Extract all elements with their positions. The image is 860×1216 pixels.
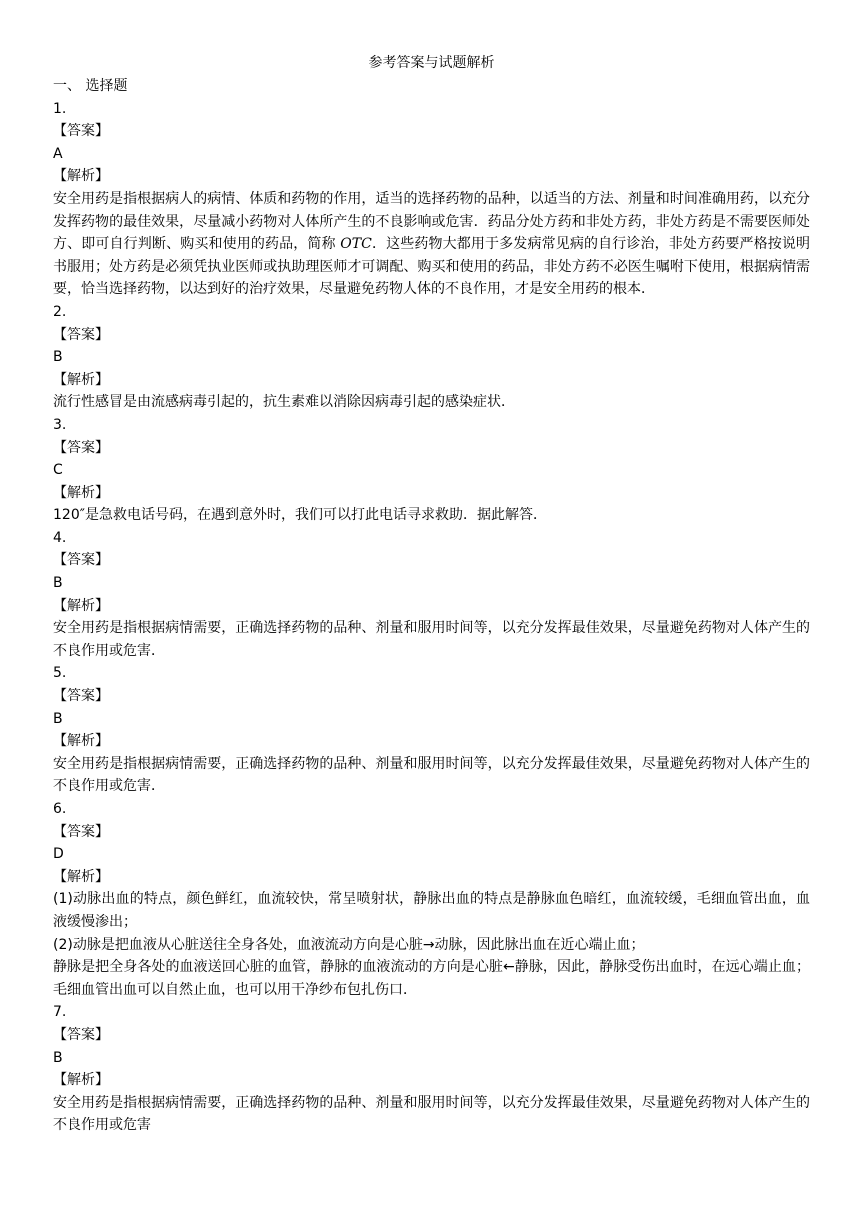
answer-value: B	[53, 710, 63, 727]
answer-label: 【答案】	[53, 823, 109, 840]
question-number: 7.	[53, 1004, 67, 1021]
answer-label: 【答案】	[53, 1026, 109, 1043]
answer-label: 【答案】	[53, 552, 109, 569]
analysis-text: 安全用药是指根据病情需要，正确选择药物的品种、剂量和服用时间等，以充分发挥最佳效果，尽量避免药物对人体产生的不良作用或危害	[53, 1094, 810, 1134]
answer-value: C	[53, 462, 63, 479]
question-item	[53, 1001, 810, 1137]
answer-value: B	[53, 349, 63, 366]
question-item	[53, 662, 810, 798]
question-item	[53, 98, 810, 301]
answer-label: 【答案】	[53, 123, 109, 140]
question-item	[53, 301, 810, 414]
analysis-label: 【解析】	[53, 371, 109, 388]
answer-label: 【答案】	[53, 688, 109, 705]
analysis-label: 【解析】	[53, 597, 109, 614]
analysis-label: 【解析】	[53, 733, 109, 750]
answer-label: 【答案】	[53, 439, 109, 456]
analysis-label: 【解析】	[53, 484, 109, 501]
question-number: 4.	[53, 529, 67, 546]
analysis-label: 【解析】	[53, 1072, 109, 1089]
question-item	[53, 798, 810, 1001]
analysis-text: 流行性感冒是由流感病毒引起的，抗生素难以消除因病毒引起的感染症状．	[53, 394, 515, 411]
question-item	[53, 527, 810, 663]
question-list	[53, 98, 810, 1137]
answer-value: B	[53, 1049, 63, 1066]
answer-value: A	[53, 145, 63, 162]
analysis-text: 120″是急救电话号码，在遇到意外时，我们可以打此电话寻求救助．据此解答．	[53, 507, 547, 524]
question-number: 1.	[53, 100, 67, 117]
analysis-text: 安全用药是指根据病人的病情、体质和药物的作用，适当的选择药物的品种，以适当的方法、剂量和时间准确用药，以充分发挥药物的最佳效果，尽量减小药物对人体所产生的不良影响或危害．药品分处方药和非处方药，非处方药是不需要医师处方、即可自行判断、购买和使用的药品，简称 OTC．这些药物大都用于多发病常见病的自行诊治，非处方药要严格按说明书服用；处方药是必须凭执业医师或执助理医师才可调配、购买和使用的药品，非处方药不必医生嘱咐下使用，根据病情需要，恰当选择药物，以达到好的治疗效果，尽量避免药物人体的不良作用，才是安全用药的根本．	[53, 190, 811, 298]
answer-value: D	[53, 846, 64, 863]
analysis-label: 【解析】	[53, 868, 109, 885]
analysis-text: (2)动脉是把血液从心脏送往全身各处，血液流动方向是心脏→动脉，因此脉出血在近心端止血；	[53, 936, 645, 953]
section-heading: 一、 选择题	[53, 78, 128, 94]
question-number: 6.	[53, 801, 67, 817]
question-number: 5.	[53, 665, 67, 682]
question-number: 3.	[53, 416, 67, 433]
otc-abbreviation: OTC	[340, 236, 372, 253]
analysis-label: 【解析】	[53, 168, 109, 185]
question-number: 2.	[53, 303, 67, 320]
answer-value: B	[53, 575, 63, 592]
answer-label: 【答案】	[53, 326, 109, 343]
analysis-text: 安全用药是指根据病情需要，正确选择药物的品种、剂量和服用时间等，以充分发挥最佳效果，尽量避免药物对人体产生的不良作用或危害．	[53, 755, 810, 795]
analysis-text: (1)动脉出血的特点，颜色鲜红，血流较快，常呈喷射状，静脉出血的特点是静脉血色暗红，血流较缓，毛细血管出血，血液缓慢渗出；	[53, 891, 810, 930]
question-item	[53, 414, 810, 527]
document-title: 参考答案与试题解析	[368, 55, 495, 71]
analysis-text: 静脉是把全身各处的血液送回心脏的血管，静脉的血液流动的方向是心脏←静脉，因此，静脉受伤出血时，在远心端止血；毛细血管出血可以自然止血，也可以用干净纱布包扎伤口．	[53, 959, 810, 998]
analysis-text: 安全用药是指根据病情需要，正确选择药物的品种、剂量和服用时间等，以充分发挥最佳效果，尽量避免药物对人体产生的不良作用或危害．	[53, 620, 810, 659]
